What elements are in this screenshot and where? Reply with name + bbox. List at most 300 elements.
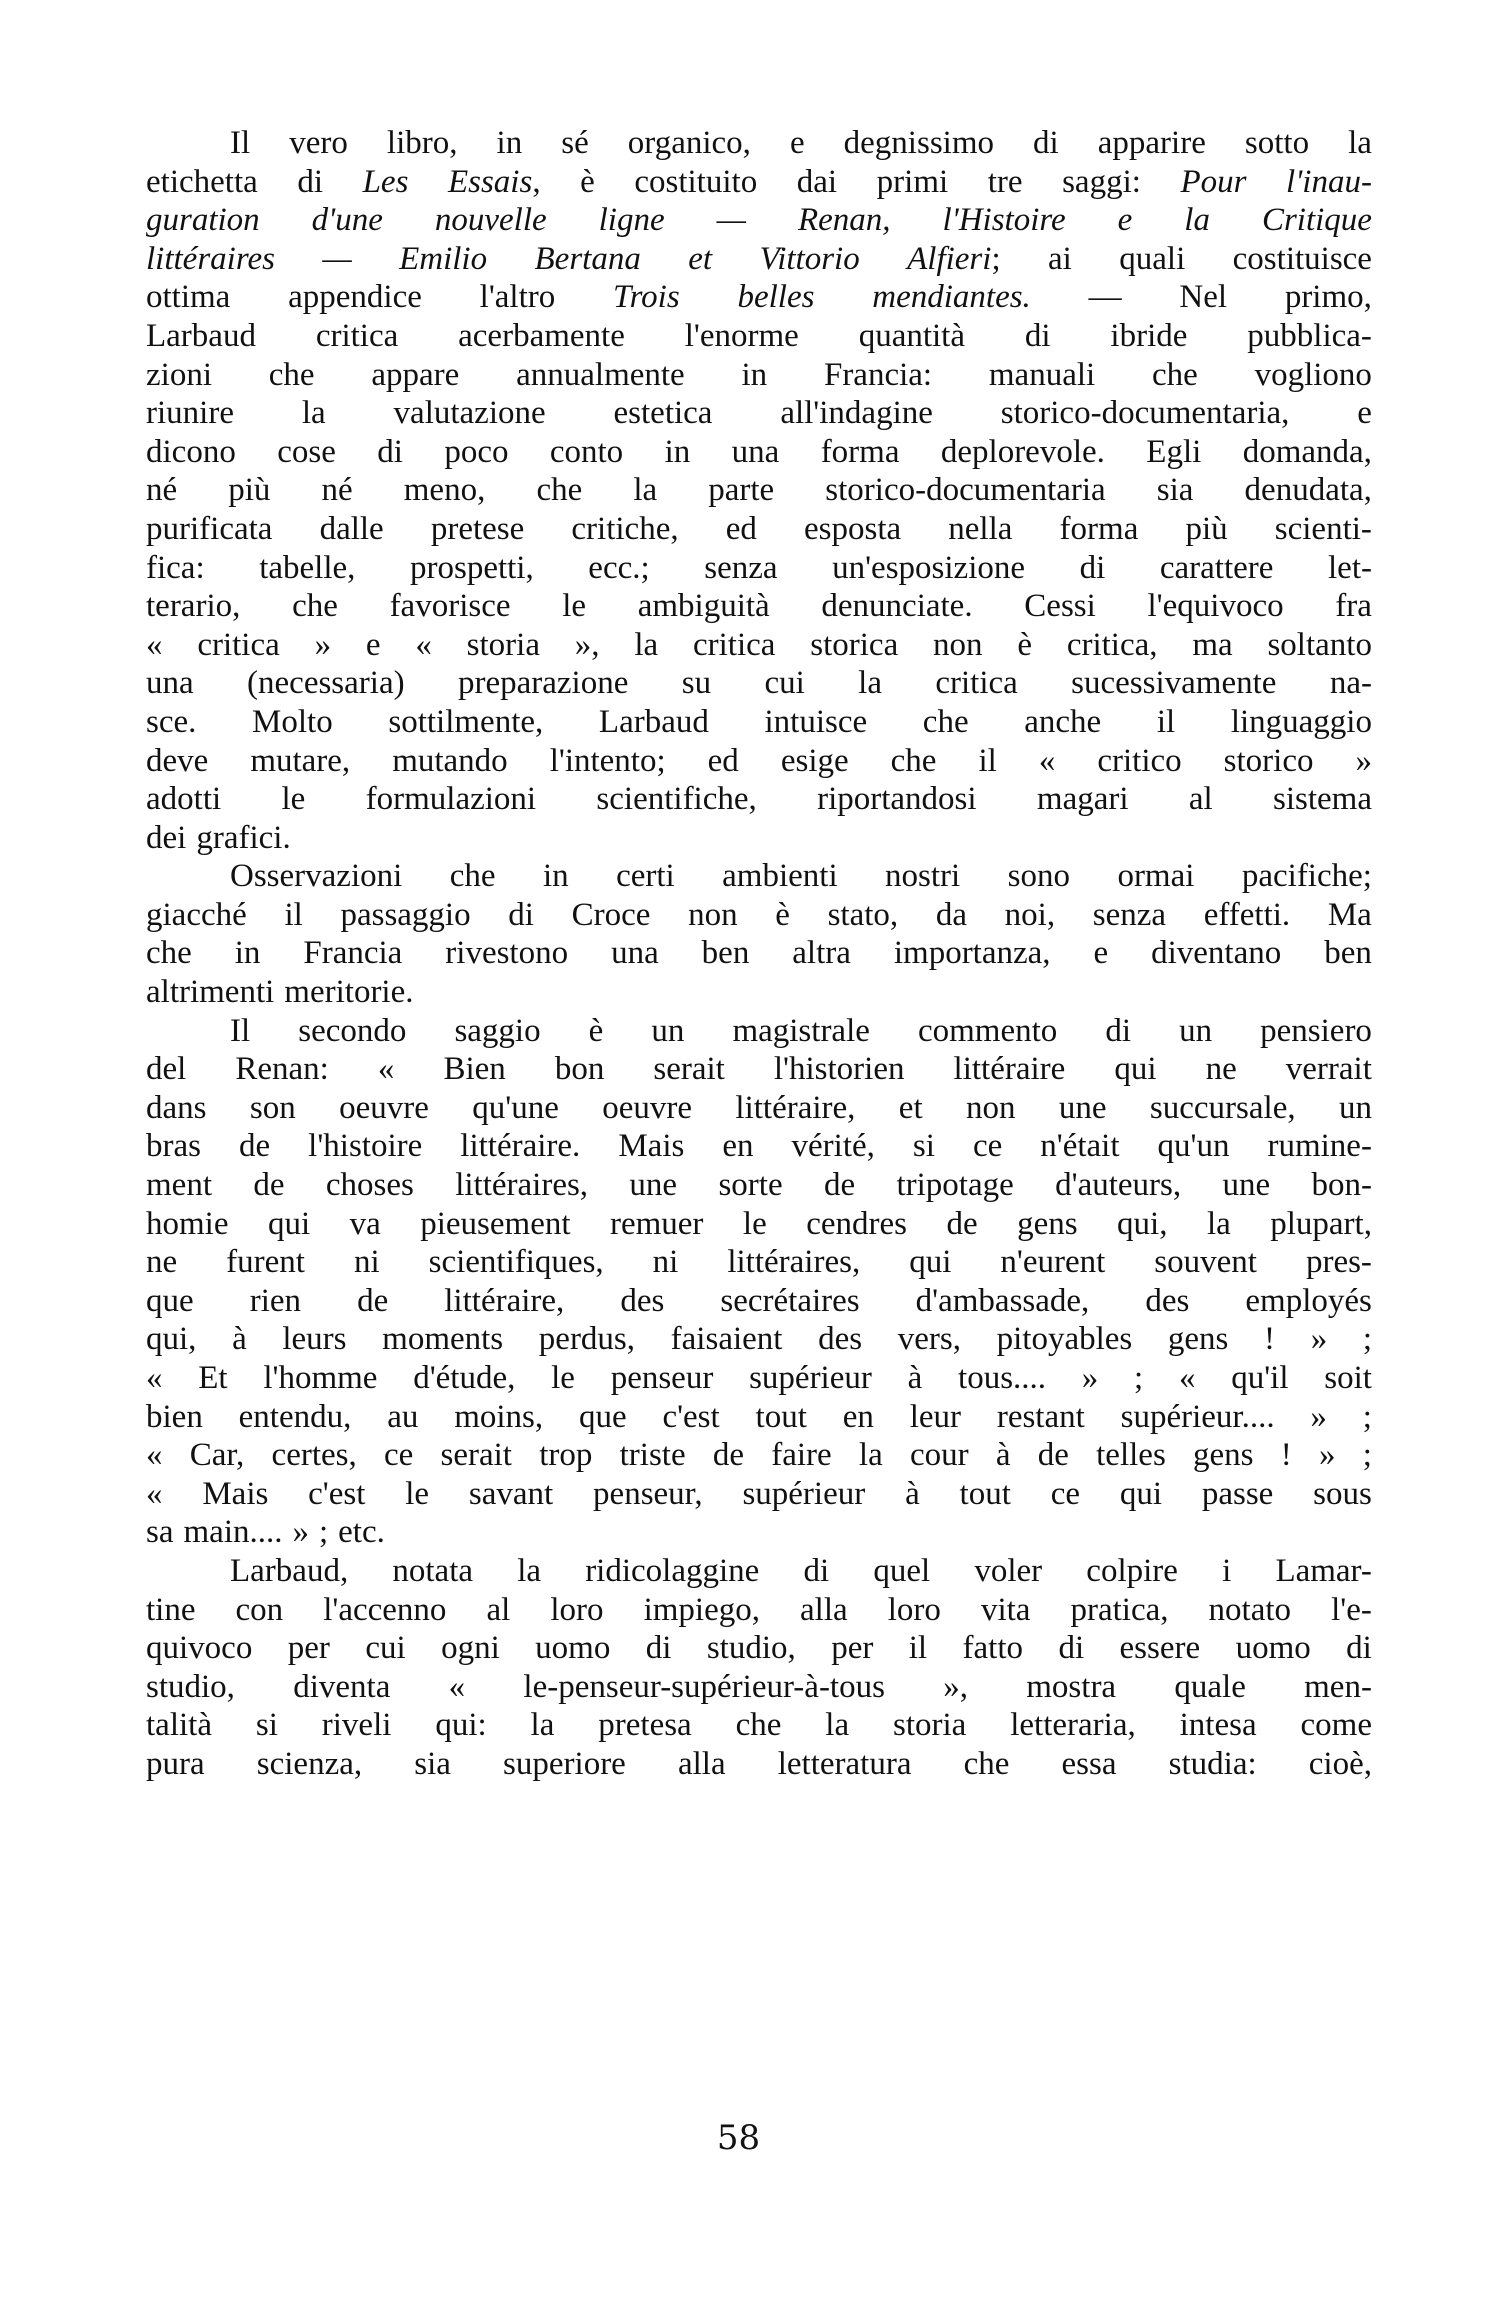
word: che [536,472,583,509]
word: certi [616,858,675,895]
word: perdus, [538,1321,636,1358]
text-line [146,471,1372,510]
word: come [1300,1707,1372,1744]
word: acerbamente [458,317,625,354]
word: c'est [308,1475,366,1512]
word: storica [810,626,899,663]
word: che [449,858,496,895]
word: « [146,1360,163,1396]
word: critica [693,626,776,663]
word: ed [707,742,739,779]
word: primi [876,163,949,200]
word: littéraire. [460,1128,581,1165]
text-line [146,626,1372,665]
text-line [146,356,1372,395]
word: ma [1192,626,1233,663]
word: superiore [503,1745,626,1782]
word: la [858,1437,883,1474]
word: soltanto [1267,626,1372,663]
word: le [562,588,587,625]
word: di [1105,1012,1132,1049]
word: per [831,1630,874,1667]
word: riunire [146,395,234,432]
word: quali [1119,240,1186,277]
word: la [825,1707,850,1744]
word: et [898,1089,923,1126]
word: impiego, [643,1591,760,1628]
word: scientifiques, [428,1244,604,1281]
word: belles [737,279,815,316]
word: « [146,1475,163,1512]
word: bras [146,1128,201,1165]
word: son [249,1089,296,1126]
word: e [1117,202,1133,239]
page-number-label: 58 [716,2118,761,2158]
word: pacifiche; [1241,858,1372,895]
word: il [978,742,997,779]
word: tripotage [896,1167,1014,1204]
word: » [1310,1398,1327,1435]
word: » [292,1514,309,1551]
word: poco [444,433,509,470]
word: triste [619,1437,686,1474]
word: Pour [1180,163,1247,200]
word: valutazione [393,395,546,432]
word: d'étude, [413,1360,516,1396]
word: che [292,588,338,625]
word: essere [1119,1630,1201,1667]
word: sia [414,1745,451,1782]
word: più [1185,510,1228,547]
text-line [146,1398,1372,1437]
word: ! [1280,1437,1292,1474]
word: storia [893,1707,967,1744]
text-line [146,1513,1372,1552]
word: l'Histoire [942,202,1066,239]
word: sce. [146,703,197,740]
word: terario, [146,588,241,625]
text-line [146,394,1372,433]
word: storia [466,626,540,663]
word: pubblica- [1247,317,1372,354]
word: n'était [1040,1128,1120,1165]
word: oeuvre [339,1089,429,1126]
word: loro [887,1591,941,1628]
word: pitoyables [996,1321,1133,1358]
text-line [146,317,1372,356]
word: à [995,1437,1011,1474]
word: noi, [1004,896,1056,933]
word: una [146,665,194,702]
word: une [1058,1089,1107,1126]
word: Et [198,1360,228,1396]
word: ogni [441,1630,500,1667]
word: denudata, [1244,472,1372,509]
word: Mais [202,1475,269,1512]
word: « [448,1668,466,1705]
word: storico [1223,742,1314,779]
word: sia [1156,472,1194,509]
word: tine [146,1591,196,1628]
text-line [146,819,1372,858]
paragraph [146,124,1372,857]
word: secrétaires [720,1282,860,1319]
word: dicono [146,433,236,470]
word: Croce [571,896,651,933]
word: di [1058,1630,1085,1667]
word: sotto [1244,125,1310,161]
word: men- [1304,1668,1372,1705]
word: Francia [303,935,403,972]
word: scienza, [256,1745,363,1782]
word: qui: [435,1707,487,1744]
word: de [253,1167,285,1204]
word: sistema [1273,781,1372,818]
word: pratica, [1070,1591,1169,1628]
word: de [712,1437,744,1474]
word: nostri [885,858,961,895]
word: Osservazioni [230,858,403,895]
text-line [146,1282,1372,1321]
word: qui, [146,1321,197,1358]
word: uomo [1235,1630,1311,1667]
word: scientifiche, [596,781,757,818]
word: sono [1007,858,1070,895]
text-line [146,742,1372,781]
text-line [146,1706,1372,1745]
word: il [908,1630,928,1667]
word: ni [353,1244,380,1281]
word: Molto [252,703,333,740]
word: che [146,935,192,972]
word: grafici. [196,819,291,856]
text-line [146,510,1372,549]
word: senza [704,549,778,586]
paragraph [146,1012,1372,1552]
word: si [255,1707,278,1744]
word: appare [371,356,460,393]
word: organico, [627,125,751,161]
word: voler [974,1552,1043,1589]
word: che [963,1745,1010,1782]
word: qu'un [1157,1128,1230,1165]
word: ambiguità [637,588,770,625]
word: succursale, [1149,1089,1296,1126]
word: fica: [146,549,205,586]
word: deve [146,742,209,779]
text-line [146,124,1372,163]
word: parte [708,472,775,509]
word: senza [1092,896,1167,933]
word: effetti. [1203,896,1291,933]
word: des [620,1282,665,1319]
word: — [322,240,352,277]
word: cendres [806,1205,907,1242]
word: — [1088,279,1122,316]
word: penseur [610,1360,714,1396]
word: ; [1362,1437,1372,1474]
word: ne [1205,1051,1237,1088]
word: domanda, [1242,433,1372,470]
word: savant [468,1475,554,1512]
word: critico [1097,742,1182,779]
word: nouvelle [434,202,547,239]
word: è [1017,626,1032,663]
word: » [314,626,332,663]
word: ibride [1110,317,1188,354]
word: « [1038,742,1056,779]
word: critiche, [571,510,679,547]
word: sucessivamente [1071,665,1277,702]
word: vogliono [1254,356,1372,393]
word: Trois [613,279,680,316]
word: ben [1324,935,1372,972]
word: carattere [1159,549,1274,586]
word: formulazioni [365,781,537,818]
text-line [146,1629,1372,1668]
word: è [580,163,595,200]
word: cioè, [1308,1745,1372,1782]
word: une [1222,1167,1271,1204]
word: » [1310,1321,1328,1358]
text-line [146,1089,1372,1128]
word: guration [146,202,260,239]
word: « [146,626,163,663]
word: magistrale [732,1012,870,1049]
word: la [634,626,659,663]
word: diventa [293,1668,391,1705]
word: tout [959,1475,1011,1512]
word: verrait [1285,1051,1372,1088]
page-number [0,2118,1497,2158]
word: littéraire [953,1051,1066,1088]
word: l'altro [479,279,556,316]
word: let- [1328,549,1372,586]
word: intesa [1179,1707,1257,1744]
word: da [935,896,967,933]
word: l'histoire [308,1128,423,1165]
word: Renan, [797,202,891,239]
word: Francia: [823,356,933,393]
text-line [146,1359,1372,1398]
word: Lamar- [1275,1552,1372,1589]
word: » [1319,1437,1336,1474]
word: gens [1167,1321,1229,1358]
text-line [146,1745,1372,1784]
word: l'historien [773,1051,905,1088]
word: pensiero [1260,1012,1372,1049]
word: su [681,665,712,702]
text-line [146,1127,1372,1166]
word: manuali [988,356,1096,393]
word: pretese [430,510,525,547]
word: Ma [1327,896,1372,933]
word: una [731,433,780,470]
word: cour [909,1437,969,1474]
word: pretesa [598,1707,692,1744]
word: il [284,896,303,933]
word: l'enorme [684,317,799,354]
word: alla [800,1591,848,1628]
word: à [232,1321,247,1358]
word: cui [764,665,805,702]
word: purificata [146,510,273,547]
word: di [297,163,323,200]
word: esige [780,742,849,779]
word: che [922,703,969,740]
word: moins, [454,1398,544,1435]
word: remuer [609,1205,704,1242]
word: favorisce [389,588,511,625]
word: mutare, [250,742,351,779]
text-line [146,1166,1372,1205]
word: telles [1096,1437,1166,1474]
word: qui, [1117,1205,1168,1242]
word: la [1348,125,1372,161]
word: leur [909,1398,961,1435]
word: d'une [311,202,383,239]
word: non [933,626,983,663]
word: fra [1335,588,1372,625]
word: critica, [1066,626,1158,663]
word: libro, [386,125,458,161]
word: tout [755,1398,807,1435]
word: d'auteurs, [1055,1167,1182,1204]
word: littéraires [146,240,275,277]
word: Critique [1261,202,1372,239]
word: ce [383,1437,414,1474]
word: né [146,472,178,509]
word: la [858,665,882,702]
word: critica [315,317,399,354]
text-line [146,278,1372,317]
word: costituito [634,163,758,200]
word: riveli [321,1707,392,1744]
word: primo, [1284,279,1372,316]
word: pura [146,1745,205,1782]
word: à [905,1475,920,1512]
word: che [268,356,315,393]
word: altrimenti [146,974,275,1011]
word: importanza, [893,935,1051,972]
word: ridicolaggine [585,1552,760,1589]
word: serait [440,1437,512,1474]
word: va [349,1205,381,1242]
text-line [146,201,1372,240]
word: cui [365,1630,406,1667]
word: ; [1362,1321,1372,1358]
word: d'ambassade, [915,1282,1090,1319]
word: faire [771,1437,832,1474]
word: Larbaud [146,317,256,354]
word: Renan: [235,1051,329,1088]
word: employés [1245,1282,1372,1319]
word: appendice [288,279,422,316]
word: « [377,1051,395,1088]
word: dalle [319,510,384,547]
word: soit [1324,1360,1372,1396]
word: l'accenno [323,1591,447,1628]
word: i [1222,1552,1232,1589]
word: in [664,433,691,470]
word: di [1033,125,1059,161]
word: des [1145,1282,1190,1319]
word: quivoco [146,1630,253,1667]
word: en [722,1128,754,1165]
word: vérité, [791,1128,875,1165]
word: di [508,896,534,933]
word: di [803,1552,830,1589]
word: le [742,1205,767,1242]
word: Egli [1146,433,1202,470]
word: Nel [1179,279,1228,316]
word: in [234,935,261,972]
word: qui [267,1205,311,1242]
word: al [486,1591,511,1628]
word: colpire [1086,1552,1178,1589]
word: certes, [271,1437,357,1474]
word: plupart, [1270,1205,1372,1242]
word: oeuvre [602,1089,693,1126]
word: souvent [1154,1244,1257,1281]
text-line [146,1012,1372,1051]
text-line [146,857,1372,896]
word: à [907,1360,923,1396]
word: bon [554,1051,605,1088]
word: supérieur [742,1475,866,1512]
word: deplorevole. [940,433,1105,470]
word: ai [1048,240,1072,277]
word: dans [146,1089,207,1126]
word: non [966,1089,1016,1126]
word: mostra [1026,1668,1117,1705]
word: è [588,1012,604,1049]
paragraph [146,857,1372,1011]
word: tabelle, [259,549,356,586]
word: intuisce [764,703,868,740]
text-line [146,1552,1372,1591]
word: prospetti, [409,549,534,586]
word: la [633,472,658,509]
word: un [1179,1012,1213,1049]
word: alla [677,1745,726,1782]
word: ni [652,1244,679,1281]
word: il [1156,703,1176,740]
word: quale [1174,1668,1246,1705]
word: ! [1264,1321,1276,1358]
word: que [146,1282,194,1319]
word: uomo [535,1630,611,1667]
word: passe [1201,1475,1274,1512]
word: supérieur.... [1120,1398,1275,1435]
text-line [146,1050,1372,1089]
word: la [301,395,326,432]
word: pres- [1305,1244,1372,1281]
word: « [415,626,432,663]
word: stato, [827,896,899,933]
word: di [645,1630,672,1667]
word: zioni [146,356,212,393]
word: meritorie. [284,974,414,1011]
word: c'est [662,1398,720,1435]
text-line [146,934,1372,973]
word: restant [996,1398,1085,1435]
word: l'homme [263,1360,378,1396]
word: la [517,1552,542,1589]
word: gens [1017,1205,1078,1242]
word: ; [1134,1360,1144,1396]
word: vers, [897,1321,961,1358]
